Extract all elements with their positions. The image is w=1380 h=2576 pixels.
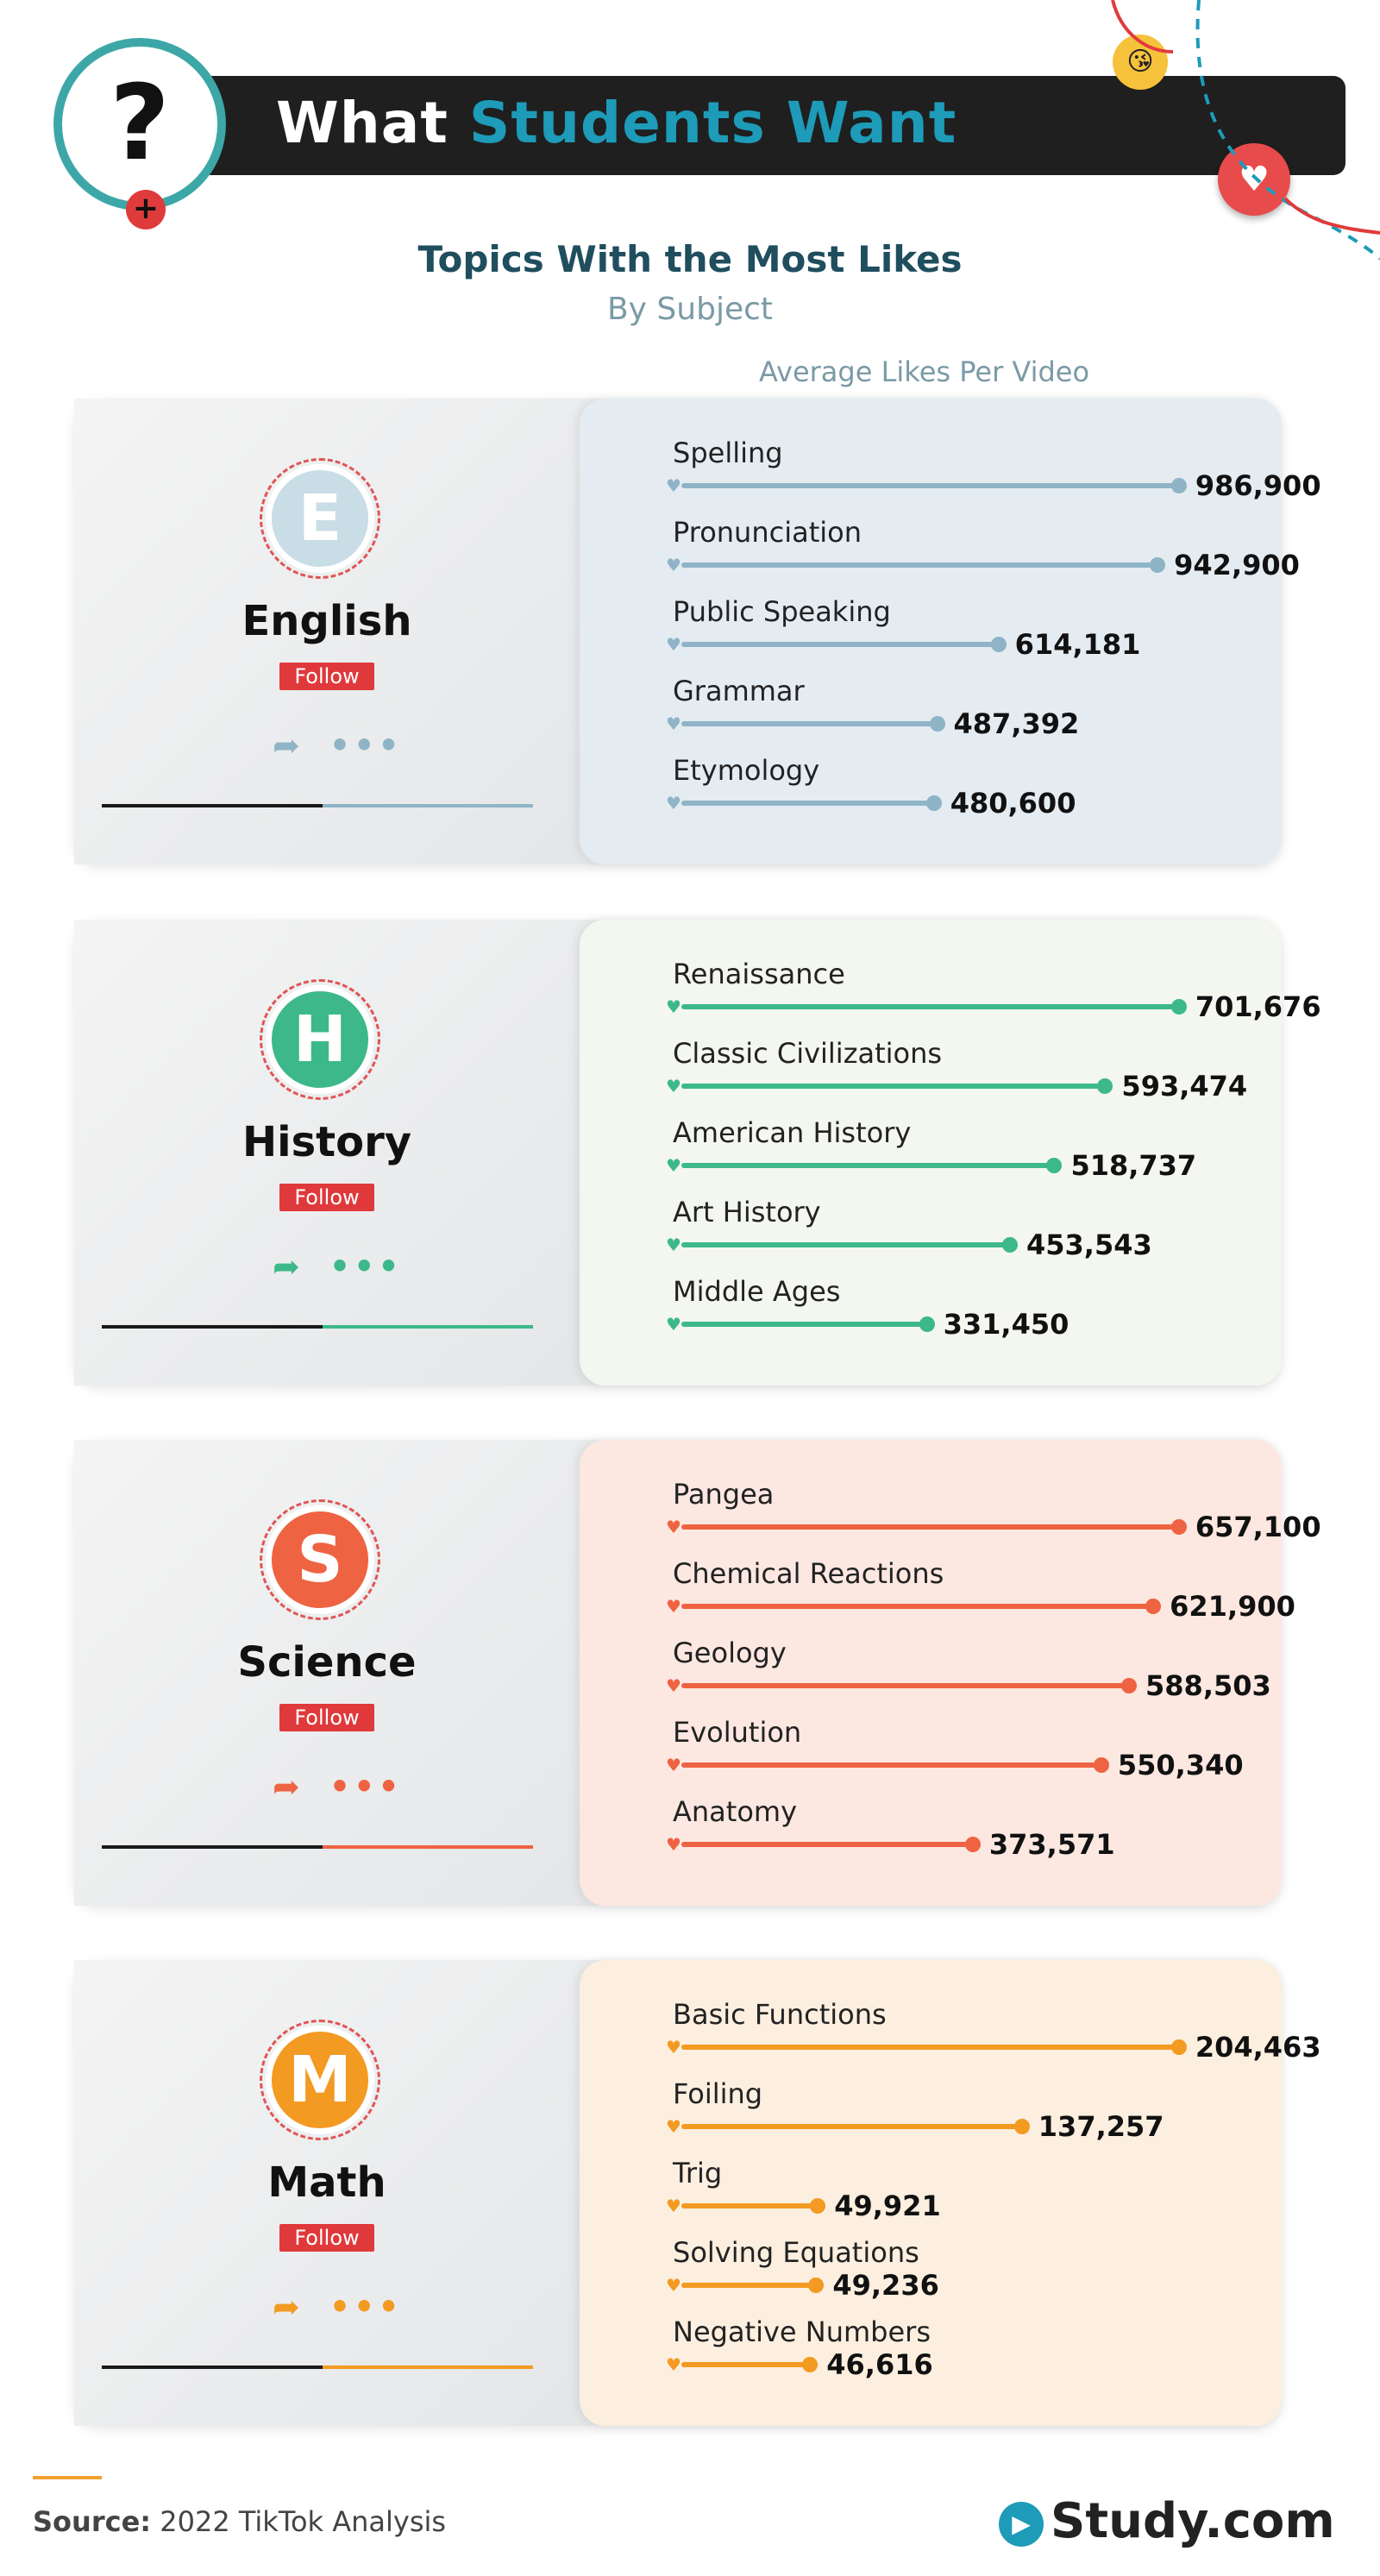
topic-panel [580, 920, 1321, 1385]
bar-end-dot [1014, 2119, 1030, 2134]
bar-value-label: 621,900 [1170, 1590, 1295, 1623]
subject-badge[interactable] [266, 985, 374, 1094]
heart-icon: ♥ [666, 555, 681, 575]
bar [681, 1683, 1126, 1688]
bar [681, 483, 1176, 488]
follow-button[interactable]: Follow [279, 1184, 374, 1211]
subject-badge[interactable] [266, 1505, 374, 1614]
bar-value-label: 480,600 [950, 787, 1076, 820]
heart-icon: ♥ [666, 996, 681, 1017]
bar-value-label: 593,474 [1121, 1070, 1248, 1103]
progress-played [102, 804, 323, 807]
video-progress-bar[interactable] [102, 1325, 533, 1329]
decorative-curves [0, 0, 1380, 276]
topic-label: Basic Functions [673, 1998, 887, 2031]
bar-value-label: 46,616 [826, 2348, 933, 2381]
bar-value-label: 204,463 [1195, 2031, 1321, 2064]
bar-end-dot [926, 795, 942, 811]
progress-played [102, 1325, 323, 1329]
bar [681, 1084, 1102, 1089]
bar-chart [580, 399, 1321, 864]
heart-icon: ♥ [666, 475, 681, 496]
bar [681, 562, 1155, 568]
subject-name: Math [267, 2158, 386, 2207]
share-icon[interactable]: ➦ [273, 726, 300, 764]
bar-end-dot [919, 1316, 935, 1332]
source-text: 2022 TikTok Analysis [160, 2505, 447, 2538]
heart-icon: ♥ [1218, 143, 1290, 216]
topic-label: Chemical Reactions [673, 1557, 944, 1590]
bar-chart [580, 1960, 1321, 2426]
bar [681, 1762, 1099, 1768]
topic-label: Pronunciation [673, 516, 862, 549]
bar-end-dot [1145, 1599, 1161, 1614]
badge-letter: E [298, 481, 342, 556]
video-progress-bar[interactable] [102, 1845, 533, 1849]
bar-value-label: 49,921 [834, 2190, 941, 2222]
bar-value-label: 942,900 [1174, 549, 1300, 581]
more-options-icon[interactable]: ••• [329, 1247, 403, 1285]
bar [681, 2362, 807, 2367]
progress-remaining [323, 1325, 533, 1329]
heart-icon: ♥ [666, 1517, 681, 1537]
bar [681, 1322, 925, 1327]
source-note [33, 2505, 446, 2538]
subject-card-science [74, 1440, 1321, 1906]
heart-icon: ♥ [666, 1314, 681, 1335]
bar-end-dot [930, 716, 945, 732]
subject-name: Science [237, 1638, 417, 1687]
bar-end-dot [1097, 1078, 1113, 1094]
action-icons [273, 726, 403, 764]
subject-card-history [74, 920, 1321, 1385]
bar-end-dot [1171, 2039, 1187, 2055]
plus-icon: + [126, 190, 166, 229]
bar-end-dot [1171, 1519, 1187, 1535]
bar [681, 1604, 1151, 1609]
bar-value-label: 986,900 [1195, 469, 1321, 502]
bar [681, 642, 996, 647]
bar [681, 801, 932, 806]
follow-button[interactable]: Follow [279, 1704, 374, 1731]
topic-label: Etymology [673, 754, 820, 787]
bar-value-label: 550,340 [1117, 1749, 1244, 1781]
action-icons [273, 1768, 403, 1806]
heart-icon: ♥ [666, 1076, 681, 1096]
bar-value-label: 373,571 [988, 1828, 1115, 1861]
progress-played [102, 2366, 323, 2369]
subject-name: History [242, 1118, 412, 1166]
heart-icon: ♥ [666, 1596, 681, 1617]
bar-value-label: 518,737 [1070, 1149, 1197, 1182]
follow-button[interactable]: Follow [279, 2224, 374, 2252]
bar-end-dot [1171, 999, 1187, 1015]
bar-end-dot [1002, 1237, 1018, 1253]
share-icon[interactable]: ➦ [273, 1247, 300, 1285]
heart-icon: ♥ [666, 1235, 681, 1255]
bar-value-label: 49,236 [832, 2269, 939, 2302]
share-icon[interactable]: ➦ [273, 2288, 300, 2326]
topic-panel [580, 399, 1321, 864]
bar [681, 2203, 815, 2208]
topic-panel [580, 1960, 1321, 2426]
topic-label: Grammar [673, 675, 805, 707]
video-progress-bar[interactable] [102, 2366, 533, 2369]
progress-played [102, 1845, 323, 1849]
heart-icon: ♥ [666, 1675, 681, 1696]
topic-label: Public Speaking [673, 595, 891, 628]
source-divider [33, 2476, 102, 2479]
chart-subtitle: By Subject [606, 292, 774, 327]
bar-end-dot [965, 1837, 981, 1852]
bar-end-dot [802, 2357, 818, 2372]
topic-label: Classic Civilizations [673, 1037, 943, 1070]
bar-end-dot [991, 637, 1007, 652]
heart-icon: ♥ [666, 1155, 681, 1176]
progress-remaining [323, 804, 533, 807]
badge-letter: M [288, 2043, 352, 2117]
bar-value-label: 657,100 [1195, 1511, 1321, 1543]
topic-label: Evolution [673, 1716, 802, 1749]
bar-end-dot [1094, 1757, 1109, 1773]
heart-icon: ♥ [666, 2354, 681, 2375]
topic-label: Pangea [673, 1478, 775, 1511]
follow-button[interactable]: Follow [279, 663, 374, 690]
bar-value-label: 487,392 [953, 707, 1080, 740]
topic-label: Foiling [673, 2077, 763, 2110]
more-options-icon[interactable]: ••• [329, 2288, 403, 2326]
bar-value-label: 588,503 [1145, 1669, 1271, 1702]
title-part-2: Students Want [468, 90, 957, 156]
topic-label: Solving Equations [673, 2236, 919, 2269]
progress-remaining [323, 2366, 533, 2369]
subject-badge[interactable] [266, 2026, 374, 2134]
bar [681, 721, 935, 726]
badge-letter: S [297, 1523, 343, 1597]
heart-icon: ♥ [666, 713, 681, 734]
bar-end-dot [1171, 478, 1187, 493]
share-icon[interactable]: ➦ [273, 1768, 300, 1806]
bar [681, 2124, 1019, 2129]
title-part-1: What [276, 90, 448, 156]
logo-text: Study.com [1051, 2493, 1335, 2549]
topic-label: Renaissance [673, 958, 845, 990]
bar-value-label: 331,450 [943, 1308, 1070, 1341]
question-glyph: ? [110, 64, 170, 184]
heart-icon: ♥ [666, 1834, 681, 1855]
play-icon: ▶ [999, 2502, 1044, 2547]
heart-icon: ♥ [666, 2196, 681, 2216]
video-progress-bar[interactable] [102, 804, 533, 807]
bar-end-dot [1121, 1678, 1137, 1693]
action-icons [273, 2288, 403, 2326]
more-options-icon[interactable]: ••• [329, 1768, 403, 1806]
bar-end-dot [1046, 1158, 1062, 1173]
topic-label: American History [673, 1116, 912, 1149]
topic-label: Middle Ages [673, 1275, 841, 1308]
bar [681, 1163, 1051, 1168]
chart-title: Topics With the Most Likes [417, 238, 963, 280]
topic-label: Geology [673, 1637, 787, 1669]
badge-letter: H [293, 1002, 347, 1077]
bar-chart [580, 920, 1321, 1385]
heart-icon: ♥ [666, 634, 681, 655]
bar [681, 2283, 813, 2288]
bar-end-dot [808, 2278, 824, 2293]
bar-value-label: 453,543 [1026, 1228, 1152, 1261]
bar-value-label: 614,181 [1014, 628, 1141, 661]
subject-name: English [242, 597, 412, 645]
more-options-icon[interactable]: ••• [329, 726, 403, 764]
topic-label: Spelling [673, 437, 783, 469]
bar-end-dot [1150, 557, 1165, 573]
subject-card-english [74, 399, 1321, 864]
bar [681, 2045, 1176, 2050]
bar [681, 1842, 970, 1847]
heart-icon: ♥ [666, 2037, 681, 2058]
heart-icon: ♥ [666, 793, 681, 814]
metric-label: Average Likes Per Video [759, 355, 1090, 388]
topic-panel [580, 1440, 1321, 1906]
topic-label: Trig [673, 2157, 723, 2190]
bar [681, 1242, 1007, 1247]
heart-icon: ♥ [666, 1755, 681, 1775]
source-label: Source: [33, 2505, 152, 2538]
topic-label: Anatomy [673, 1795, 798, 1828]
heart-icon: ♥ [666, 2116, 681, 2137]
heart-icon: ♥ [666, 2275, 681, 2296]
subject-card-math [74, 1960, 1321, 2426]
topic-label: Art History [673, 1196, 821, 1228]
action-icons [273, 1247, 403, 1285]
bar [681, 1524, 1176, 1530]
topic-label: Negative Numbers [673, 2315, 931, 2348]
bar-value-label: 137,257 [1038, 2110, 1164, 2143]
bar-end-dot [810, 2198, 825, 2214]
bar [681, 1004, 1176, 1009]
kiss-emoji-icon: 😘 [1113, 35, 1168, 90]
subject-badge[interactable] [266, 464, 374, 573]
bar-chart [580, 1440, 1321, 1906]
study-logo[interactable] [999, 2493, 1335, 2549]
progress-remaining [323, 1845, 533, 1849]
bar-value-label: 701,676 [1195, 990, 1321, 1023]
